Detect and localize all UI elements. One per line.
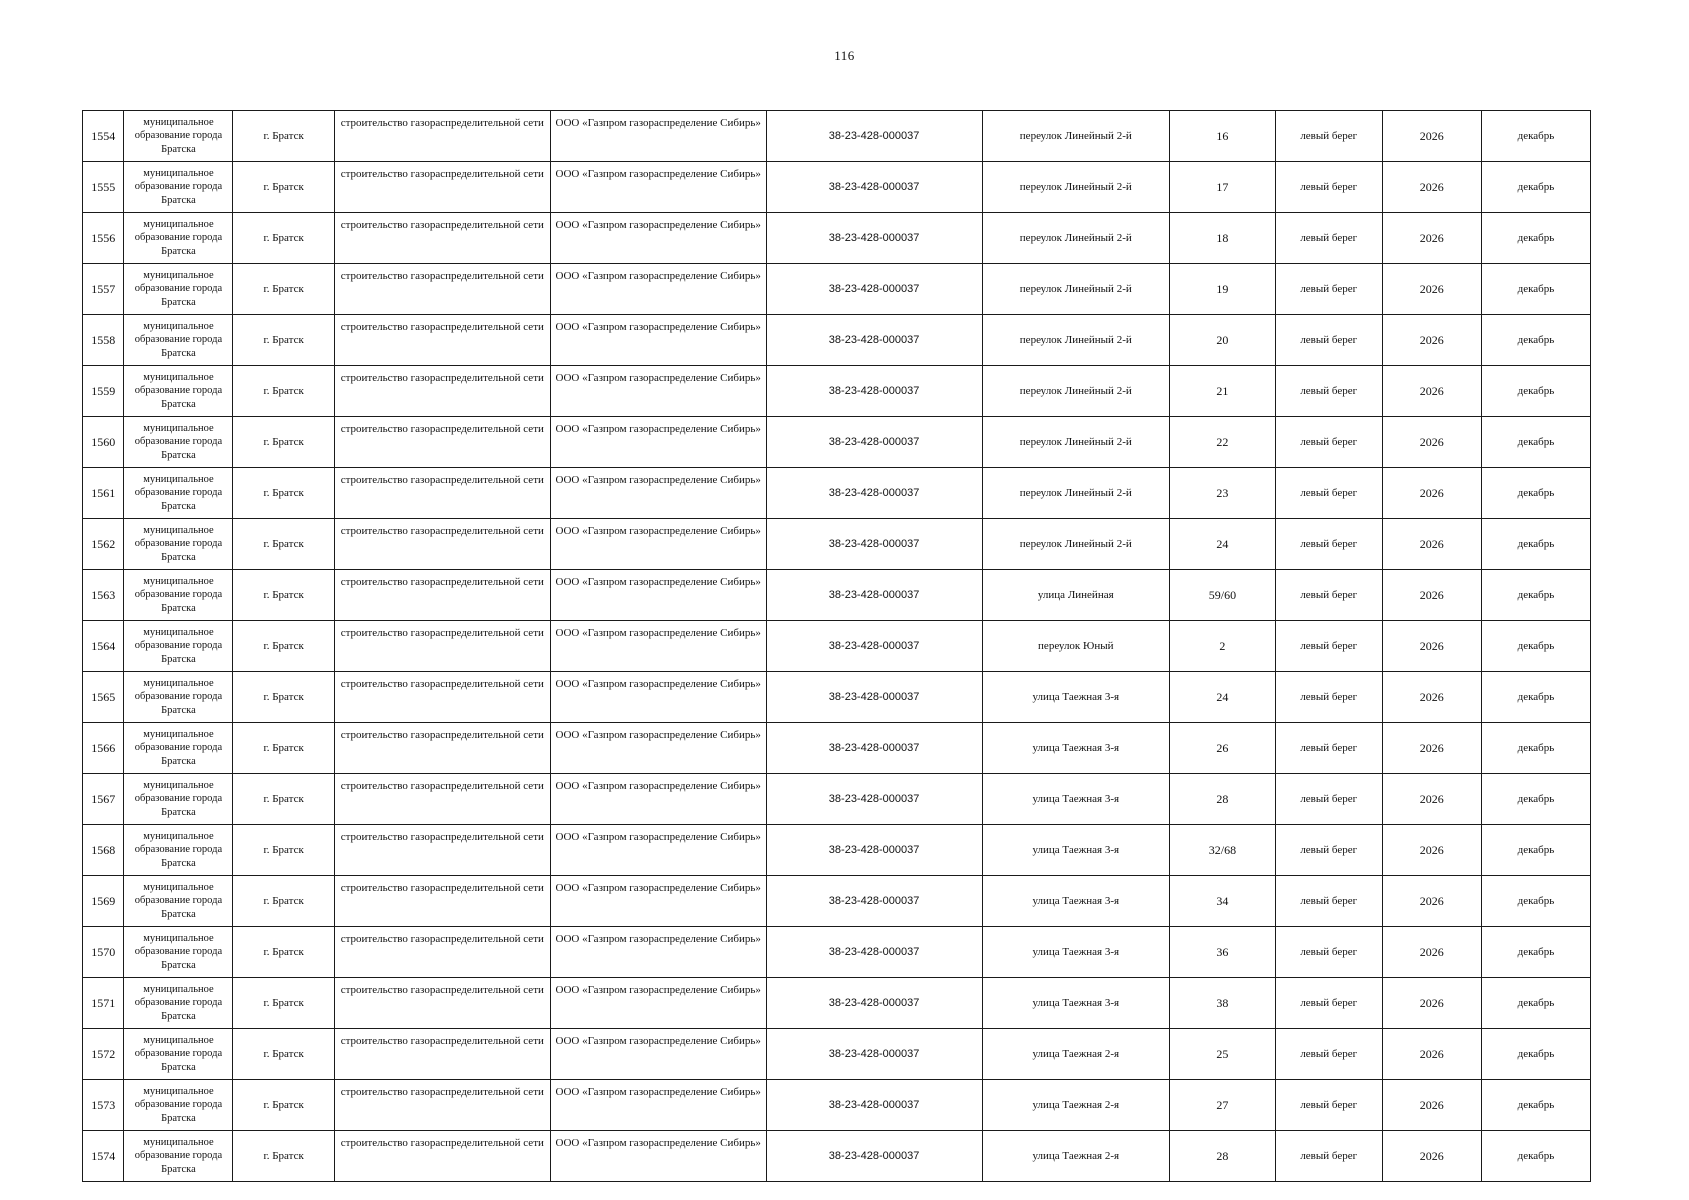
object-id-cell: 38-23-428-000037: [766, 672, 982, 723]
work-type-cell: строительство газораспределительной сети: [334, 1131, 550, 1182]
organization-cell: ООО «Газпром газораспределение Сибирь»: [550, 264, 766, 315]
table-row: [83, 570, 1591, 621]
object-id-cell: 38-23-428-000037: [766, 111, 982, 162]
year-cell: 2026: [1382, 927, 1481, 978]
house-number-cell: 23: [1170, 468, 1276, 519]
river-bank-cell: левый берег: [1275, 162, 1382, 213]
work-type-cell: строительство газораспределительной сети: [334, 315, 550, 366]
month-cell: декабрь: [1481, 672, 1590, 723]
house-number-cell: 34: [1170, 876, 1276, 927]
table-row: [83, 1080, 1591, 1131]
month-cell: декабрь: [1481, 723, 1590, 774]
organization-cell: ООО «Газпром газораспределение Сибирь»: [550, 927, 766, 978]
year-cell: 2026: [1382, 1080, 1481, 1131]
municipality-cell: муниципальное образование города Братска: [124, 519, 233, 570]
house-number-cell: 2: [1170, 621, 1276, 672]
organization-cell: ООО «Газпром газораспределение Сибирь»: [550, 111, 766, 162]
work-type-cell: строительство газораспределительной сети: [334, 468, 550, 519]
month-cell: декабрь: [1481, 825, 1590, 876]
year-cell: 2026: [1382, 162, 1481, 213]
object-id-cell: 38-23-428-000037: [766, 876, 982, 927]
object-id-cell: 38-23-428-000037: [766, 264, 982, 315]
row-number: 1574: [83, 1131, 124, 1182]
row-number: 1570: [83, 927, 124, 978]
house-number-cell: 59/60: [1170, 570, 1276, 621]
street-cell: переулок Линейный 2-й: [982, 162, 1170, 213]
locality-cell: г. Братск: [233, 825, 334, 876]
object-id-cell: 38-23-428-000037: [766, 1131, 982, 1182]
organization-cell: ООО «Газпром газораспределение Сибирь»: [550, 570, 766, 621]
street-cell: улица Таежная 2-я: [982, 1080, 1170, 1131]
table-row: [83, 621, 1591, 672]
month-cell: декабрь: [1481, 468, 1590, 519]
organization-cell: ООО «Газпром газораспределение Сибирь»: [550, 315, 766, 366]
organization-cell: ООО «Газпром газораспределение Сибирь»: [550, 1080, 766, 1131]
row-number: 1558: [83, 315, 124, 366]
locality-cell: г. Братск: [233, 315, 334, 366]
work-type-cell: строительство газораспределительной сети: [334, 366, 550, 417]
organization-cell: ООО «Газпром газораспределение Сибирь»: [550, 978, 766, 1029]
table-row: [83, 672, 1591, 723]
year-cell: 2026: [1382, 315, 1481, 366]
object-id-cell: 38-23-428-000037: [766, 570, 982, 621]
locality-cell: г. Братск: [233, 570, 334, 621]
organization-cell: ООО «Газпром газораспределение Сибирь»: [550, 621, 766, 672]
month-cell: декабрь: [1481, 1029, 1590, 1080]
street-cell: переулок Линейный 2-й: [982, 366, 1170, 417]
month-cell: декабрь: [1481, 1131, 1590, 1182]
street-cell: улица Таежная 2-я: [982, 1131, 1170, 1182]
table-row: [83, 162, 1591, 213]
street-cell: переулок Линейный 2-й: [982, 315, 1170, 366]
month-cell: декабрь: [1481, 213, 1590, 264]
work-type-cell: строительство газораспределительной сети: [334, 1080, 550, 1131]
river-bank-cell: левый берег: [1275, 978, 1382, 1029]
object-id-cell: 38-23-428-000037: [766, 366, 982, 417]
locality-cell: г. Братск: [233, 468, 334, 519]
river-bank-cell: левый берег: [1275, 417, 1382, 468]
year-cell: 2026: [1382, 213, 1481, 264]
year-cell: 2026: [1382, 264, 1481, 315]
locality-cell: г. Братск: [233, 213, 334, 264]
house-number-cell: 17: [1170, 162, 1276, 213]
work-type-cell: строительство газораспределительной сети: [334, 723, 550, 774]
municipality-cell: муниципальное образование города Братска: [124, 366, 233, 417]
row-number: 1561: [83, 468, 124, 519]
locality-cell: г. Братск: [233, 672, 334, 723]
locality-cell: г. Братск: [233, 621, 334, 672]
table-row: [83, 111, 1591, 162]
river-bank-cell: левый берег: [1275, 876, 1382, 927]
locality-cell: г. Братск: [233, 366, 334, 417]
month-cell: декабрь: [1481, 621, 1590, 672]
house-number-cell: 16: [1170, 111, 1276, 162]
locality-cell: г. Братск: [233, 1029, 334, 1080]
house-number-cell: 24: [1170, 519, 1276, 570]
river-bank-cell: левый берег: [1275, 621, 1382, 672]
work-type-cell: строительство газораспределительной сети: [334, 111, 550, 162]
municipality-cell: муниципальное образование города Братска: [124, 978, 233, 1029]
table-row: [83, 366, 1591, 417]
row-number: 1571: [83, 978, 124, 1029]
street-cell: улица Линейная: [982, 570, 1170, 621]
municipality-cell: муниципальное образование города Братска: [124, 774, 233, 825]
locality-cell: г. Братск: [233, 162, 334, 213]
table-row: [83, 213, 1591, 264]
work-type-cell: строительство газораспределительной сети: [334, 213, 550, 264]
work-type-cell: строительство газораспределительной сети: [334, 417, 550, 468]
month-cell: декабрь: [1481, 417, 1590, 468]
street-cell: улица Таежная 2-я: [982, 1029, 1170, 1080]
river-bank-cell: левый берег: [1275, 927, 1382, 978]
municipality-cell: муниципальное образование города Братска: [124, 417, 233, 468]
locality-cell: г. Братск: [233, 927, 334, 978]
object-id-cell: 38-23-428-000037: [766, 519, 982, 570]
municipality-cell: муниципальное образование города Братска: [124, 213, 233, 264]
municipality-cell: муниципальное образование города Братска: [124, 1029, 233, 1080]
work-type-cell: строительство газораспределительной сети: [334, 519, 550, 570]
organization-cell: ООО «Газпром газораспределение Сибирь»: [550, 825, 766, 876]
row-number: 1555: [83, 162, 124, 213]
street-cell: переулок Линейный 2-й: [982, 519, 1170, 570]
organization-cell: ООО «Газпром газораспределение Сибирь»: [550, 468, 766, 519]
month-cell: декабрь: [1481, 774, 1590, 825]
object-id-cell: 38-23-428-000037: [766, 315, 982, 366]
municipality-cell: муниципальное образование города Братска: [124, 468, 233, 519]
river-bank-cell: левый берег: [1275, 672, 1382, 723]
organization-cell: ООО «Газпром газораспределение Сибирь»: [550, 213, 766, 264]
row-number: 1566: [83, 723, 124, 774]
work-type-cell: строительство газораспределительной сети: [334, 876, 550, 927]
table-row: [83, 927, 1591, 978]
work-type-cell: строительство газораспределительной сети: [334, 162, 550, 213]
organization-cell: ООО «Газпром газораспределение Сибирь»: [550, 1029, 766, 1080]
locality-cell: г. Братск: [233, 1080, 334, 1131]
house-number-cell: 32/68: [1170, 825, 1276, 876]
house-number-cell: 19: [1170, 264, 1276, 315]
year-cell: 2026: [1382, 978, 1481, 1029]
street-cell: улица Таежная 3-я: [982, 672, 1170, 723]
table-row: [83, 978, 1591, 1029]
municipality-cell: муниципальное образование города Братска: [124, 927, 233, 978]
municipality-cell: муниципальное образование города Братска: [124, 1080, 233, 1131]
month-cell: декабрь: [1481, 570, 1590, 621]
house-number-cell: 28: [1170, 774, 1276, 825]
work-type-cell: строительство газораспределительной сети: [334, 672, 550, 723]
row-number: 1556: [83, 213, 124, 264]
river-bank-cell: левый берег: [1275, 468, 1382, 519]
street-cell: переулок Линейный 2-й: [982, 111, 1170, 162]
table-row: [83, 1131, 1591, 1182]
river-bank-cell: левый берег: [1275, 723, 1382, 774]
municipality-cell: муниципальное образование города Братска: [124, 315, 233, 366]
house-number-cell: 38: [1170, 978, 1276, 1029]
table-row: [83, 723, 1591, 774]
month-cell: декабрь: [1481, 978, 1590, 1029]
locality-cell: г. Братск: [233, 519, 334, 570]
municipality-cell: муниципальное образование города Братска: [124, 264, 233, 315]
month-cell: декабрь: [1481, 162, 1590, 213]
house-number-cell: 22: [1170, 417, 1276, 468]
municipality-cell: муниципальное образование города Братска: [124, 825, 233, 876]
municipality-cell: муниципальное образование города Братска: [124, 1131, 233, 1182]
house-number-cell: 26: [1170, 723, 1276, 774]
month-cell: декабрь: [1481, 927, 1590, 978]
river-bank-cell: левый берег: [1275, 213, 1382, 264]
row-number: 1563: [83, 570, 124, 621]
table-row: [83, 519, 1591, 570]
year-cell: 2026: [1382, 672, 1481, 723]
street-cell: переулок Линейный 2-й: [982, 468, 1170, 519]
river-bank-cell: левый берег: [1275, 315, 1382, 366]
locality-cell: г. Братск: [233, 774, 334, 825]
municipality-cell: муниципальное образование города Братска: [124, 876, 233, 927]
month-cell: декабрь: [1481, 1080, 1590, 1131]
work-type-cell: строительство газораспределительной сети: [334, 774, 550, 825]
river-bank-cell: левый берег: [1275, 825, 1382, 876]
row-number: 1564: [83, 621, 124, 672]
organization-cell: ООО «Газпром газораспределение Сибирь»: [550, 774, 766, 825]
house-number-cell: 20: [1170, 315, 1276, 366]
work-type-cell: строительство газораспределительной сети: [334, 978, 550, 1029]
year-cell: 2026: [1382, 825, 1481, 876]
row-number: 1560: [83, 417, 124, 468]
data-table: [82, 110, 1591, 1182]
month-cell: декабрь: [1481, 315, 1590, 366]
table-row: [83, 876, 1591, 927]
house-number-cell: 36: [1170, 927, 1276, 978]
organization-cell: ООО «Газпром газораспределение Сибирь»: [550, 876, 766, 927]
municipality-cell: муниципальное образование города Братска: [124, 162, 233, 213]
street-cell: улица Таежная 3-я: [982, 978, 1170, 1029]
table-row: [83, 825, 1591, 876]
locality-cell: г. Братск: [233, 876, 334, 927]
table-row: [83, 417, 1591, 468]
object-id-cell: 38-23-428-000037: [766, 162, 982, 213]
municipality-cell: муниципальное образование города Братска: [124, 570, 233, 621]
river-bank-cell: левый берег: [1275, 570, 1382, 621]
month-cell: декабрь: [1481, 264, 1590, 315]
street-cell: переулок Линейный 2-й: [982, 417, 1170, 468]
table-row: [83, 264, 1591, 315]
organization-cell: ООО «Газпром газораспределение Сибирь»: [550, 672, 766, 723]
table-body: [83, 111, 1591, 1182]
organization-cell: ООО «Газпром газораспределение Сибирь»: [550, 519, 766, 570]
row-number: 1559: [83, 366, 124, 417]
year-cell: 2026: [1382, 1131, 1481, 1182]
year-cell: 2026: [1382, 723, 1481, 774]
object-id-cell: 38-23-428-000037: [766, 417, 982, 468]
locality-cell: г. Братск: [233, 264, 334, 315]
table-row: [83, 774, 1591, 825]
municipality-cell: муниципальное образование города Братска: [124, 111, 233, 162]
year-cell: 2026: [1382, 621, 1481, 672]
month-cell: декабрь: [1481, 876, 1590, 927]
year-cell: 2026: [1382, 366, 1481, 417]
river-bank-cell: левый берег: [1275, 111, 1382, 162]
row-number: 1557: [83, 264, 124, 315]
month-cell: декабрь: [1481, 366, 1590, 417]
year-cell: 2026: [1382, 1029, 1481, 1080]
object-id-cell: 38-23-428-000037: [766, 825, 982, 876]
work-type-cell: строительство газораспределительной сети: [334, 927, 550, 978]
house-number-cell: 18: [1170, 213, 1276, 264]
work-type-cell: строительство газораспределительной сети: [334, 621, 550, 672]
organization-cell: ООО «Газпром газораспределение Сибирь»: [550, 162, 766, 213]
house-number-cell: 25: [1170, 1029, 1276, 1080]
month-cell: декабрь: [1481, 111, 1590, 162]
municipality-cell: муниципальное образование города Братска: [124, 621, 233, 672]
river-bank-cell: левый берег: [1275, 519, 1382, 570]
street-cell: переулок Юный: [982, 621, 1170, 672]
municipality-cell: муниципальное образование города Братска: [124, 672, 233, 723]
row-number: 1565: [83, 672, 124, 723]
object-id-cell: 38-23-428-000037: [766, 1080, 982, 1131]
work-type-cell: строительство газораспределительной сети: [334, 1029, 550, 1080]
year-cell: 2026: [1382, 417, 1481, 468]
object-id-cell: 38-23-428-000037: [766, 723, 982, 774]
table-row: [83, 468, 1591, 519]
house-number-cell: 24: [1170, 672, 1276, 723]
river-bank-cell: левый берег: [1275, 1029, 1382, 1080]
work-type-cell: строительство газораспределительной сети: [334, 264, 550, 315]
street-cell: улица Таежная 3-я: [982, 774, 1170, 825]
year-cell: 2026: [1382, 570, 1481, 621]
municipality-cell: муниципальное образование города Братска: [124, 723, 233, 774]
object-id-cell: 38-23-428-000037: [766, 978, 982, 1029]
work-type-cell: строительство газораспределительной сети: [334, 825, 550, 876]
table-row: [83, 315, 1591, 366]
year-cell: 2026: [1382, 876, 1481, 927]
street-cell: переулок Линейный 2-й: [982, 213, 1170, 264]
page-number: 116: [834, 48, 855, 63]
year-cell: 2026: [1382, 774, 1481, 825]
street-cell: улица Таежная 3-я: [982, 876, 1170, 927]
organization-cell: ООО «Газпром газораспределение Сибирь»: [550, 723, 766, 774]
object-id-cell: 38-23-428-000037: [766, 774, 982, 825]
object-id-cell: 38-23-428-000037: [766, 927, 982, 978]
organization-cell: ООО «Газпром газораспределение Сибирь»: [550, 417, 766, 468]
table-row: [83, 1029, 1591, 1080]
organization-cell: ООО «Газпром газораспределение Сибирь»: [550, 1131, 766, 1182]
work-type-cell: строительство газораспределительной сети: [334, 570, 550, 621]
row-number: 1554: [83, 111, 124, 162]
year-cell: 2026: [1382, 111, 1481, 162]
organization-cell: ООО «Газпром газораспределение Сибирь»: [550, 366, 766, 417]
river-bank-cell: левый берег: [1275, 1131, 1382, 1182]
object-id-cell: 38-23-428-000037: [766, 1029, 982, 1080]
street-cell: улица Таежная 3-я: [982, 825, 1170, 876]
house-number-cell: 27: [1170, 1080, 1276, 1131]
river-bank-cell: левый берег: [1275, 774, 1382, 825]
street-cell: улица Таежная 3-я: [982, 723, 1170, 774]
locality-cell: г. Братск: [233, 111, 334, 162]
row-number: 1573: [83, 1080, 124, 1131]
river-bank-cell: левый берег: [1275, 264, 1382, 315]
row-number: 1569: [83, 876, 124, 927]
locality-cell: г. Братск: [233, 723, 334, 774]
river-bank-cell: левый берег: [1275, 1080, 1382, 1131]
row-number: 1568: [83, 825, 124, 876]
object-id-cell: 38-23-428-000037: [766, 213, 982, 264]
locality-cell: г. Братск: [233, 1131, 334, 1182]
house-number-cell: 21: [1170, 366, 1276, 417]
year-cell: 2026: [1382, 468, 1481, 519]
locality-cell: г. Братск: [233, 978, 334, 1029]
object-id-cell: 38-23-428-000037: [766, 621, 982, 672]
locality-cell: г. Братск: [233, 417, 334, 468]
row-number: 1567: [83, 774, 124, 825]
row-number: 1572: [83, 1029, 124, 1080]
year-cell: 2026: [1382, 519, 1481, 570]
month-cell: декабрь: [1481, 519, 1590, 570]
street-cell: улица Таежная 3-я: [982, 927, 1170, 978]
river-bank-cell: левый берег: [1275, 366, 1382, 417]
row-number: 1562: [83, 519, 124, 570]
street-cell: переулок Линейный 2-й: [982, 264, 1170, 315]
house-number-cell: 28: [1170, 1131, 1276, 1182]
object-id-cell: 38-23-428-000037: [766, 468, 982, 519]
